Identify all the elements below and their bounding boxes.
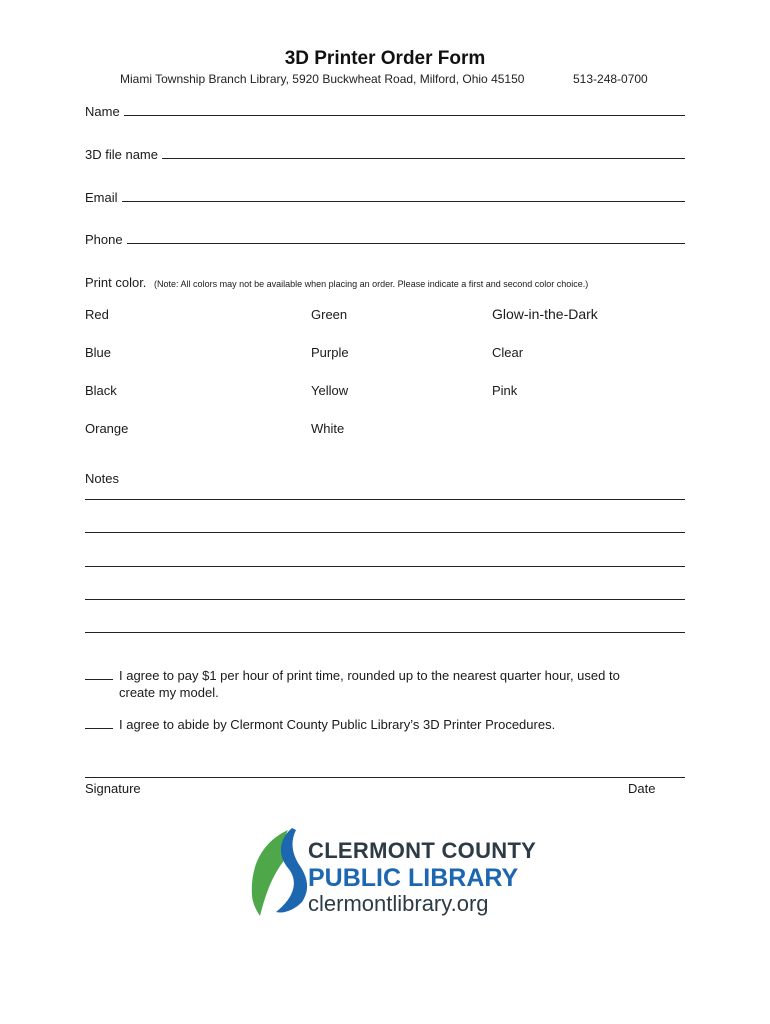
email-blank-line[interactable] xyxy=(122,201,685,202)
library-address: Miami Township Branch Library, 5920 Buckwheat Road, Milford, Ohio 45150 xyxy=(120,72,525,86)
print-color-heading xyxy=(85,275,588,290)
color-option-blue: Blue xyxy=(85,345,112,360)
phone-label: Phone xyxy=(85,232,123,247)
file-name-label: 3D file name xyxy=(85,147,158,162)
email-label: Email xyxy=(85,190,118,205)
color-option-red: Red xyxy=(85,307,109,322)
color-option-pink: Pink xyxy=(492,383,518,398)
agree-payment-text-line1: I agree to pay $1 per hour of print time, rounded up to the nearest quarter hour, used to xyxy=(119,668,620,683)
color-option-purple: Purple xyxy=(311,345,349,360)
library-phone: 513-248-0700 xyxy=(573,72,648,86)
color-option-orange: Orange xyxy=(85,421,129,436)
color-option-clear: Clear xyxy=(492,345,524,360)
agree-payment xyxy=(85,667,685,701)
file-name-field[interactable] xyxy=(85,144,685,162)
logo-text-website: clermontlibrary.org xyxy=(308,891,489,916)
signature-line[interactable] xyxy=(85,777,685,778)
print-color-label: Print color. xyxy=(85,275,147,290)
color-option-glow-in-the-dark: Glow-in-the-Dark xyxy=(492,306,598,322)
logo-text-clermont-county: CLERMONT COUNTY xyxy=(308,838,537,863)
notes-line[interactable] xyxy=(85,532,685,533)
color-option-green: Green xyxy=(311,307,348,322)
agree-payment-text-line2: create my model. xyxy=(119,685,219,700)
date-label: Date xyxy=(628,781,656,796)
file-name-blank-line[interactable] xyxy=(162,158,685,159)
color-option-black: Black xyxy=(85,383,117,398)
library-logo xyxy=(248,826,537,920)
signature-label: Signature xyxy=(85,781,141,796)
notes-line[interactable] xyxy=(85,632,685,633)
email-field[interactable] xyxy=(85,187,685,205)
clermont-library-logo-mark-icon xyxy=(248,826,308,920)
phone-blank-line[interactable] xyxy=(127,243,685,244)
notes-line[interactable] xyxy=(85,599,685,600)
notes-label: Notes xyxy=(85,471,119,486)
name-label: Name xyxy=(85,104,120,119)
logo-text-public-library: PUBLIC LIBRARY xyxy=(308,864,519,892)
agree-payment-initial-blank[interactable] xyxy=(85,668,113,680)
form-title: 3D Printer Order Form xyxy=(284,48,486,69)
color-option-yellow: Yellow xyxy=(311,383,349,398)
agree-procedures xyxy=(85,716,685,733)
agree-procedures-text: I agree to abide by Clermont County Public Library’s 3D Printer Procedures. xyxy=(119,717,556,732)
name-blank-line[interactable] xyxy=(124,115,685,116)
phone-field[interactable] xyxy=(85,229,685,247)
notes-line[interactable] xyxy=(85,566,685,567)
agree-procedures-initial-blank[interactable] xyxy=(85,717,113,729)
color-option-white: White xyxy=(311,421,345,436)
name-field[interactable] xyxy=(85,101,685,119)
notes-line[interactable] xyxy=(85,499,685,500)
print-color-note: (Note: All colors may not be available when placing an order. Please indicate a first and second color choice.) xyxy=(154,279,589,289)
